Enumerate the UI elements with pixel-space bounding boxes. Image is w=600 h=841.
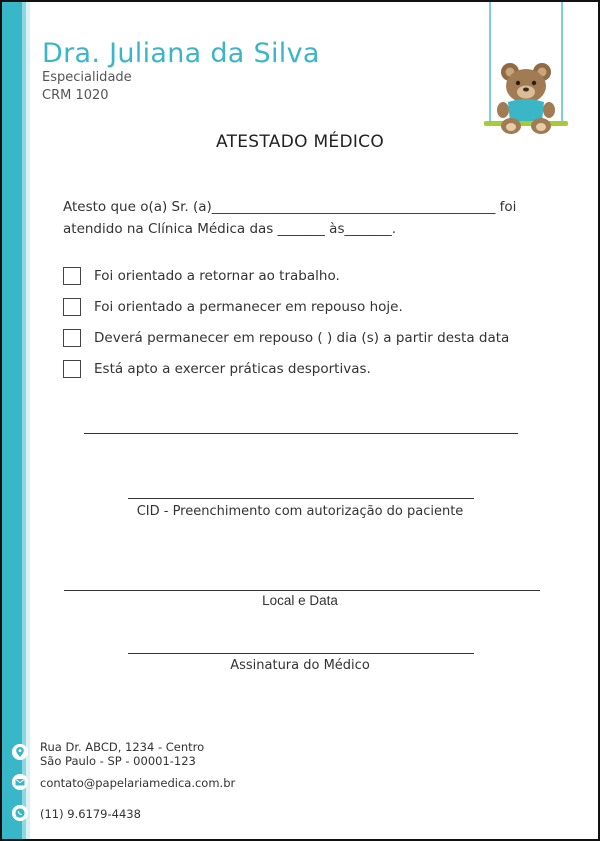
option-rest-today [63,296,509,317]
option-fit-for-sports [63,358,509,379]
location-pin-icon [12,744,28,760]
checkbox-return-to-work[interactable] [63,267,81,285]
doctor-specialty: Especialidade [42,70,132,85]
whatsapp-icon [12,805,28,821]
attendance-statement [63,196,543,240]
cid-line[interactable] [128,498,474,499]
option-label: Foi orientado a permanecer em repouso hoje. [94,298,403,315]
checkbox-rest-today[interactable] [63,298,81,316]
doctor-crm: CRM 1020 [42,88,109,103]
certificate-title: ATESTADO MÉDICO [215,132,385,152]
statement-line-2: atendido na Clínica Médica das _______ às_______. [63,221,397,237]
teddy-bear-swing-icon [478,2,574,138]
address-line-2: São Paulo - SP - 00001-123 [40,754,196,768]
email-icon [12,774,28,790]
option-return-to-work [63,265,509,286]
time-from-blank[interactable]: _______ [277,221,325,237]
time-to-blank[interactable]: _______ [344,221,392,237]
statement-line-1: Atesto que o(a) Sr. (a)__________________________________________ foi [63,199,517,215]
email-address[interactable]: contato@papelariamedica.com.br [40,776,236,790]
side-accent-stripe [2,2,30,839]
free-text-line[interactable] [84,433,518,434]
address [40,740,204,768]
checkbox-fit-for-sports[interactable] [63,360,81,378]
option-label: Deverá permanecer em repouso ( ) dia (s) a partir desta data [94,329,510,346]
checkbox-rest-days[interactable] [63,329,81,347]
options-checklist [63,265,509,389]
option-rest-days [63,327,509,348]
local-date-line[interactable] [64,590,540,591]
doctor-name: Dra. Juliana da Silva [42,38,320,69]
phone-number[interactable]: (11) 9.6179-4438 [40,807,141,821]
option-label: Foi orientado a retornar ao trabalho. [94,267,340,284]
option-label: Está apto a exercer práticas desportivas. [94,360,371,377]
address-line-1: Rua Dr. ABCD, 1234 - Centro [40,740,205,754]
signature-line[interactable] [128,653,474,654]
signature-caption: Assinatura do Médico [230,658,370,673]
patient-name-blank[interactable]: __________________________________________ [211,199,496,215]
cid-caption: CID - Preenchimento com autorização do paciente [136,504,464,519]
local-date-caption: Local e Data [262,593,338,608]
